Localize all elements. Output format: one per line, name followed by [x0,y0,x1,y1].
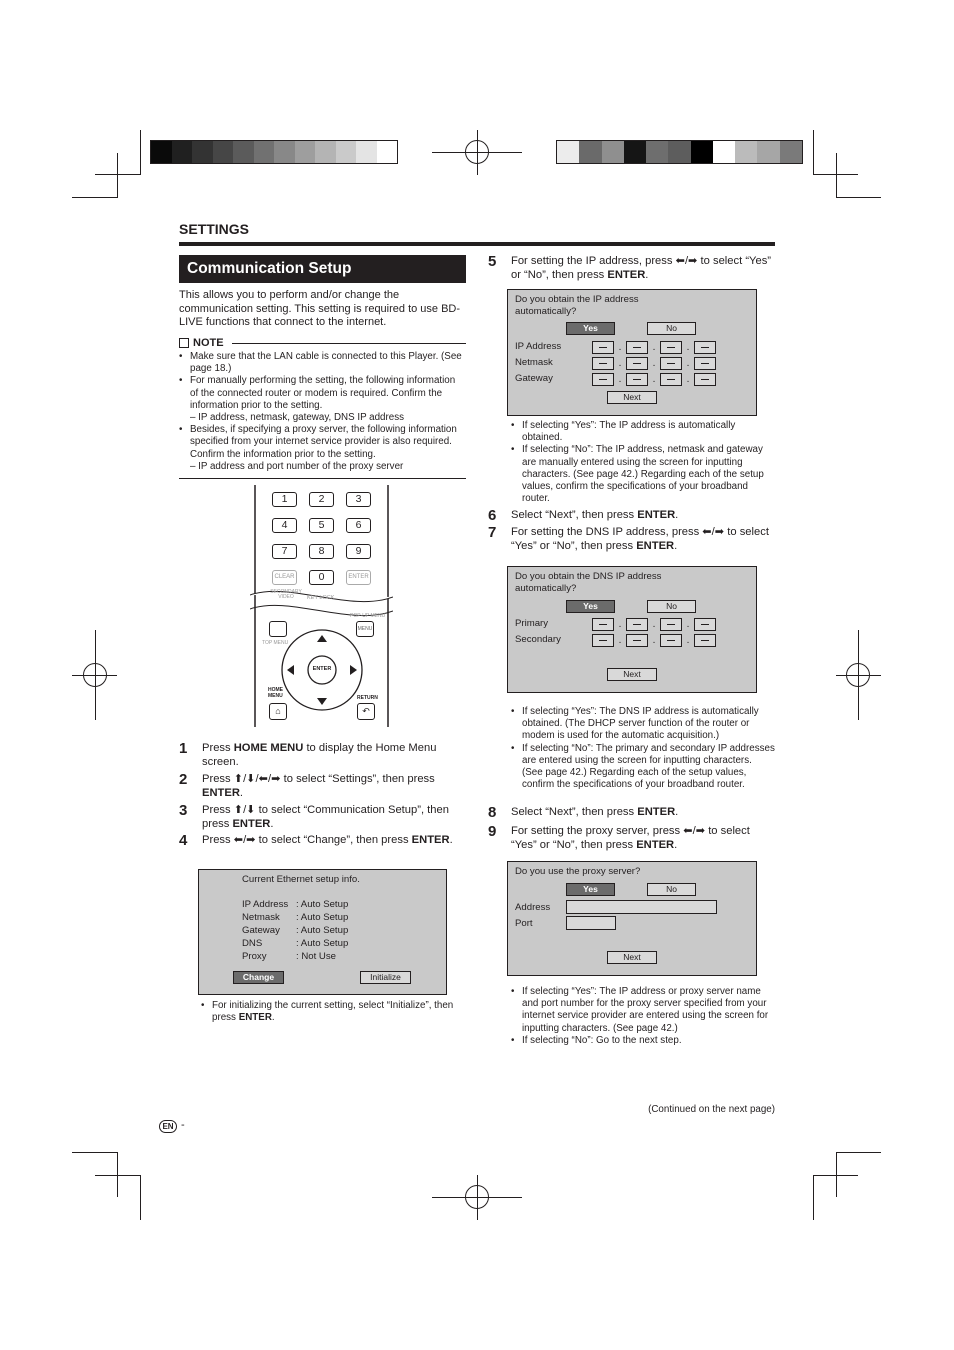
ip-notes [511,420,775,505]
remote-key-clear: CLEAR [272,570,297,585]
ip-address-screen [507,289,757,416]
initialize-note [201,1000,466,1024]
screen-question: Do you use the proxy server? [515,866,641,877]
bullet-item: • If selecting “Yes”: The DNS IP address is automatically obtained. (The DHCP server function of the router or modem is used for the automatic acquisition.) [511,706,775,743]
remote-key-3: 3 [346,492,371,507]
header-rule [179,242,775,246]
home-icon: ⌂ [269,703,287,720]
note-title: NOTE [193,337,224,349]
next-button[interactable]: Next [607,951,657,964]
yes-button[interactable]: Yes [566,883,615,896]
remote-key-1: 1 [272,492,297,507]
note-heading [179,337,466,349]
proxy-server-screen [507,861,757,976]
menu-button: MENU [356,621,374,637]
step-3: 3 Press ⬆/⬇ to select “Communication Setup”, then press ENTER. [179,802,449,830]
bullet-item: • If selecting “Yes”: The IP address or proxy server name and port number for the proxy server specified from your internet service provider are entered using the screen for inputting characters. (See page 42.) [511,986,775,1035]
primary-dns-input[interactable]: . . . [592,618,716,631]
page-title: Communication Setup [179,255,466,283]
ip-address-input[interactable]: . . . [592,341,716,354]
page-number-dash: - [181,1119,185,1131]
key-lock-label: KEY LOCK [307,595,335,601]
note-sub: – IP address and port number of the proxy server [190,460,404,472]
return-label: RETURN [357,695,378,701]
field-label: Gateway [515,373,553,384]
secondary-dns-input[interactable]: . . . [592,634,716,647]
remote-key-7: 7 [272,544,297,559]
field-label: Secondary [515,634,561,645]
remote-key-6: 6 [346,518,371,533]
no-button[interactable]: No [647,883,696,896]
step-6: 6 Select “Next”, then press ENTER. [488,507,679,524]
remote-key-9: 9 [346,544,371,559]
gateway-input[interactable]: . . . [592,373,716,386]
section-header: SETTINGS [179,221,250,237]
row-label: DNS [242,938,263,949]
note-item: • Besides, if specifying a proxy server, the following information specified from your internet service provider is also required. Confirm the information prior to the setting. – IP address and port number of the proxy server [179,424,463,473]
field-label: Port [515,918,533,929]
row-value: : Auto Setup [296,925,349,936]
step-8: 8 Select “Next”, then press ENTER. [488,804,679,821]
remote-key-2: 2 [309,492,334,507]
field-label: Address [515,902,551,913]
row-value: : Auto Setup [296,899,349,910]
dns-address-screen [507,566,757,693]
row-value: : Auto Setup [296,912,349,923]
current-setup-screen [198,869,447,995]
top-menu-label: TOP MENU [262,640,289,646]
note-item: • Make sure that the LAN cable is connected to this Player. (See page 18.) [179,351,463,375]
remote-key-4: 4 [272,518,297,533]
remote-control-illustration [250,485,393,727]
proxy-port-input[interactable] [566,916,616,930]
enter-label: ENTER [312,666,332,672]
bullet-item: • If selecting “No”: Go to the next step. [511,1035,775,1047]
row-label: Proxy [242,951,267,962]
change-button[interactable]: Change [233,971,284,984]
row-label: Netmask [242,912,280,923]
proxy-notes [511,986,775,1047]
next-button[interactable]: Next [607,391,657,404]
bullet-item: • If selecting “No”: The primary and secondary IP addresses are entered using the screen for inputting characters. (See page 42.) Regarding each of the setup values, confirm the specifications of your broadband router. [511,743,775,792]
remote-key-0: 0 [309,570,334,585]
note-divider [179,478,466,479]
step-1: 1 Press HOME MENU to display the Home Menu screen. [179,740,437,768]
row-value: : Not Use [296,951,336,962]
step-2: 2 Press ⬆/⬇/⬅/➡ to select “Settings”, then press ENTER. [179,771,435,799]
netmask-input[interactable]: . . . [592,357,716,370]
language-badge: EN [159,1120,177,1133]
note-item: • For manually performing the setting, the following information of the connected router or modem is required. Confirm the information prior to the setting. – IP address, netmask, gateway, DNS IP address [179,375,463,424]
initialize-button[interactable]: Initialize [360,971,411,984]
field-label: IP Address [515,341,562,352]
bullet-item: • For initializing the current setting, select “Initialize”, then press ENTER. [201,1000,466,1024]
step-7: 7 For setting the DNS IP address, press ⬅/➡ to select “Yes” or “No”, then press ENTER. [488,524,769,552]
secondary-video-label: SECONDARY VIDEO [270,589,302,600]
note-icon [179,338,189,348]
step-4: 4 Press ⬅/➡ to select “Change”, then press ENTER. [179,832,453,849]
yes-button[interactable]: Yes [566,322,615,335]
remote-key-8: 8 [309,544,334,559]
return-icon: ↶ [357,703,375,720]
note-sub: – IP address, netmask, gateway, DNS IP address [190,412,405,424]
yes-button[interactable]: Yes [566,600,615,613]
step-5: 5 For setting the IP address, press ⬅/➡ to select “Yes” or “No”, then press ENTER. [488,253,772,281]
row-label: IP Address [242,899,289,910]
screen-title: Current Ethernet setup info. [242,874,360,885]
screen-question: Do you obtain the DNS IP address automatically? [515,571,662,594]
row-label: Gateway [242,925,280,936]
field-label: Primary [515,618,549,629]
no-button[interactable]: No [647,600,696,613]
continued-note: (Continued on the next page) [648,1104,775,1115]
bullet-item: • If selecting “No”: The IP address, netmask and gateway are manually entered using the screen for inputting characters. (See page 42.) Regarding each of the setup values, confirm the specifications of your broadband router. [511,444,775,505]
bullet-item: • If selecting “Yes”: The IP address is automatically obtained. [511,420,775,444]
dns-notes [511,706,775,791]
field-label: Netmask [515,357,553,368]
no-button[interactable]: No [647,322,696,335]
remote-key-5: 5 [309,518,334,533]
proxy-address-input[interactable] [566,900,717,914]
home-menu-label: HOME MENU [268,687,283,699]
remote-key-enter-small: ENTER [346,570,371,585]
row-value: : Auto Setup [296,938,349,949]
note-list [179,351,463,473]
popup-menu-label: POP-UP MENU [350,613,386,619]
step-9: 9 For setting the proxy server, press ⬅/➡ to select “Yes” or “No”, then press ENTER. [488,823,750,851]
screen-question: Do you obtain the IP address automatically? [515,294,639,317]
top-menu-button [269,621,287,637]
next-button[interactable]: Next [607,668,657,681]
intro-text: This allows you to perform and/or change the communication setting. This setting is required to use BD-LIVE functions that connect to the internet. [179,289,461,328]
